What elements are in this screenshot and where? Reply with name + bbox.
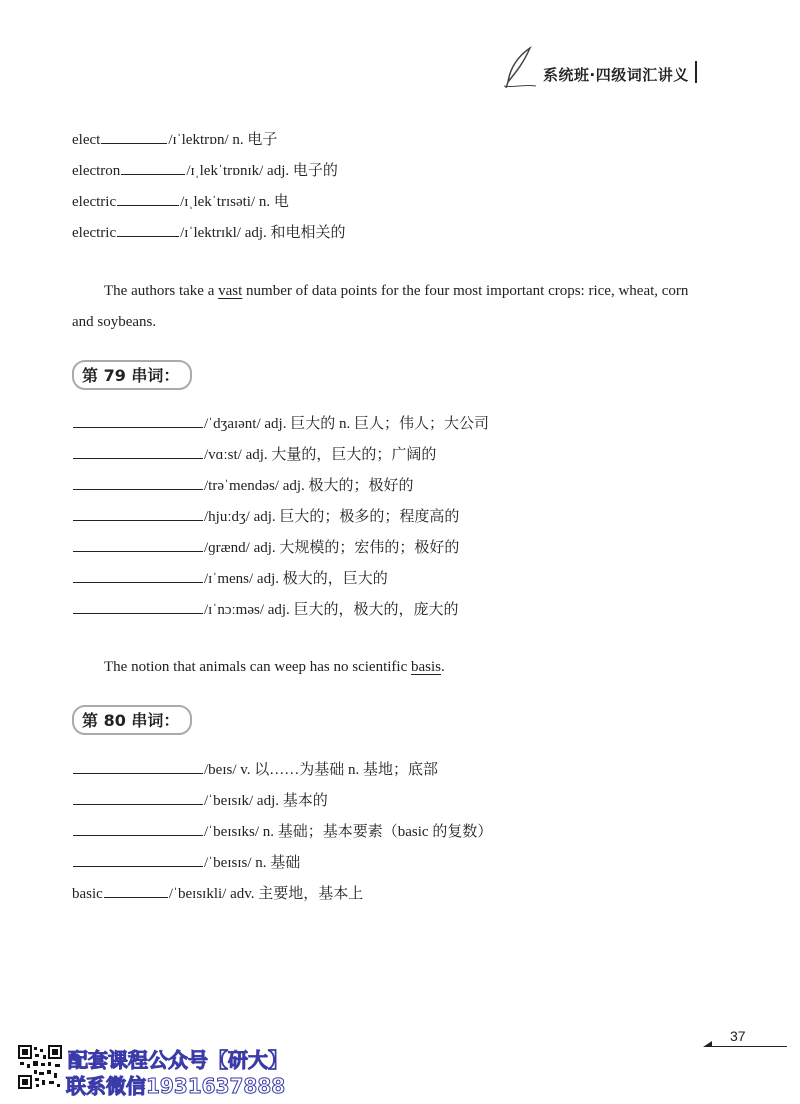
page-marker-triangle	[703, 1041, 712, 1047]
fill-blank	[73, 426, 203, 428]
word-entry	[72, 567, 388, 588]
entry-definition: /ɪˈlektrɒn/ n. 电子	[168, 132, 278, 148]
promo-text-line1: 配套课程公众号【研大】	[68, 1048, 288, 1072]
fill-blank	[73, 865, 203, 867]
fill-blank	[73, 488, 203, 490]
page-header	[500, 46, 730, 94]
entry-definition: /beɪs/ v. 以……为基础 n. 基地；底部	[204, 762, 439, 778]
fill-blank	[117, 235, 179, 237]
fill-blank	[101, 142, 167, 144]
promo-text-line2: 联系微信1931637888	[66, 1074, 286, 1098]
example-sentence: The authors take a vast number of data points for the four most important crops: rice, wheat, corn and soybeans.	[72, 283, 689, 330]
fill-blank	[117, 204, 179, 206]
qr-code-icon	[18, 1045, 62, 1089]
fill-blank	[121, 173, 185, 175]
word-entry	[72, 505, 459, 526]
example-sentence: The notion that animals can weep has no scientific basis.	[104, 659, 445, 675]
word-entry	[72, 820, 492, 841]
entry-word: electron	[72, 163, 121, 179]
entry-definition: /ɪˌlekˈtrɪsəti/ n. 电	[180, 194, 289, 210]
fill-blank	[73, 550, 203, 552]
fill-blank	[73, 772, 203, 774]
feather-pen-icon	[500, 46, 540, 90]
group-label: 第 80 串词：	[82, 711, 180, 730]
header-title: 系统班·四级词汇讲义	[543, 66, 689, 84]
entry-definition: /hjuːdʒ/ adj. 巨大的；极多的；程度高的	[204, 509, 460, 525]
word-entry	[72, 159, 338, 180]
word-entry	[72, 128, 277, 149]
entry-definition: /ˈbeɪsɪk/ adj. 基本的	[204, 793, 328, 809]
fill-blank	[73, 519, 203, 521]
entry-definition: /ɪˈmens/ adj. 极大的，巨大的	[204, 571, 388, 587]
entry-definition: /ɪˈlektrɪkl/ adj. 和电相关的	[180, 225, 346, 241]
entry-word: electric	[72, 194, 117, 210]
page-rule	[712, 1046, 787, 1047]
entry-word: basic	[72, 886, 103, 902]
page-number: 37	[730, 1028, 746, 1044]
fill-blank	[73, 834, 203, 836]
fill-blank	[73, 457, 203, 459]
group-label-badge	[72, 360, 192, 390]
entry-definition: /ˈdʒaɪənt/ adj. 巨大的 n. 巨人；伟人；大公司	[204, 416, 489, 432]
word-entry	[72, 598, 459, 619]
entry-definition: /ˈbeɪsɪks/ n. 基础；基本要素（basic 的复数）	[204, 824, 493, 840]
entry-definition: /ɪˈnɔːməs/ adj. 巨大的，极大的，庞大的	[204, 602, 459, 618]
entry-word: electric	[72, 225, 117, 241]
word-entry	[72, 758, 438, 779]
word-entry	[72, 190, 289, 211]
entry-definition: /ɡrænd/ adj. 大规模的；宏伟的；极好的	[204, 540, 460, 556]
word-entry	[72, 412, 489, 433]
fill-blank	[73, 803, 203, 805]
word-entry	[72, 882, 363, 903]
word-entry	[72, 536, 459, 557]
fill-blank	[73, 581, 203, 583]
word-entry	[72, 474, 414, 495]
word-entry	[72, 851, 300, 872]
entry-definition: /vɑːst/ adj. 大量的，巨大的；广阔的	[204, 447, 437, 463]
entry-definition: /ˈbeɪsɪs/ n. 基础	[204, 855, 301, 871]
word-entry	[72, 789, 328, 810]
group-label: 第 79 串词：	[82, 366, 180, 385]
fill-blank	[104, 896, 168, 898]
keyword: vast	[218, 283, 243, 299]
word-entry	[72, 221, 346, 242]
entry-definition: /trəˈmendəs/ adj. 极大的；极好的	[204, 478, 414, 494]
entry-definition: /ˈbeɪsɪkli/ adv. 主要地，基本上	[168, 886, 364, 902]
fill-blank	[73, 612, 203, 614]
header-divider	[695, 61, 697, 83]
group-label-badge	[72, 705, 192, 735]
entry-word: elect	[72, 132, 101, 148]
word-entry	[72, 443, 436, 464]
entry-definition: /ɪˌlekˈtrɒnɪk/ adj. 电子的	[186, 163, 338, 179]
keyword: basis	[411, 659, 441, 675]
